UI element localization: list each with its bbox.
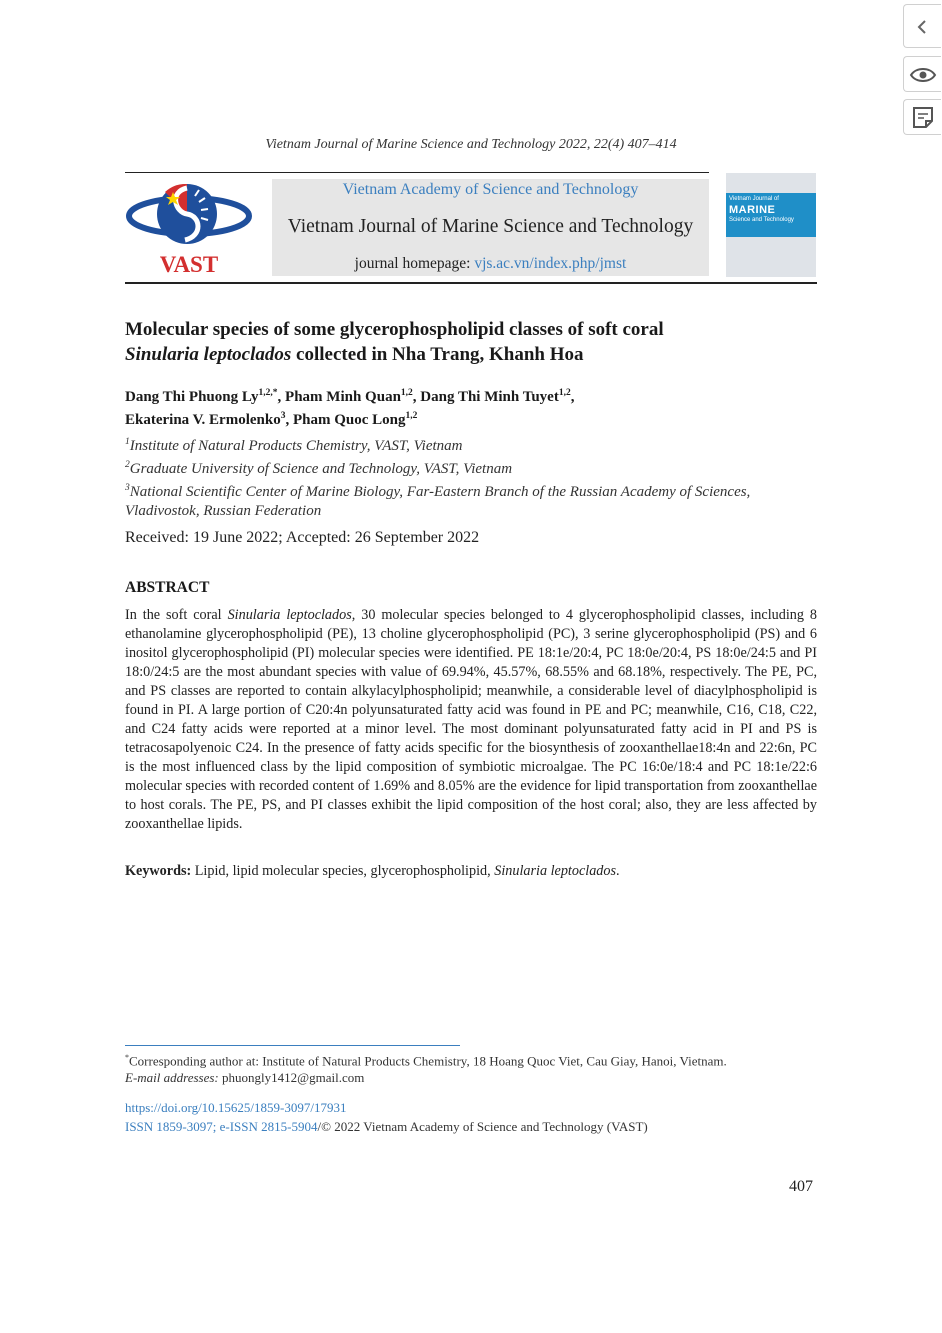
abstract-heading: ABSTRACT xyxy=(125,579,210,596)
author: Pham Minh Quan xyxy=(285,389,401,405)
running-head: Vietnam Journal of Marine Science and Technology 2022, 22(4) 407–414 xyxy=(265,137,677,152)
page-number: 407 xyxy=(789,1178,813,1195)
vast-emblem-icon xyxy=(125,178,255,276)
affiliation-list xyxy=(125,433,825,521)
header-top-rule xyxy=(125,172,709,173)
affiliation: $^2$Graduate University of Science and Technology, VAST, Vietnam xyxy=(125,460,513,477)
author: Dang Thi Phuong Ly xyxy=(125,389,259,405)
eye-icon xyxy=(904,57,942,93)
received-accepted-dates: Received: 19 June 2022; Accepted: 26 September 2022 xyxy=(125,529,480,546)
svg-text:VAST: VAST xyxy=(159,252,219,276)
journal-banner xyxy=(272,179,709,276)
author: Dang Thi Minh Tuyet xyxy=(420,389,559,405)
academy-name: Vietnam Academy of Science and Technology xyxy=(342,181,639,198)
header-bottom-rule xyxy=(125,282,817,284)
affiliation: $^3$National Scientific Center of Marine Biology, Far-Eastern Branch of the Russian Academy of Sciences, Vladivostok, Russian Federation xyxy=(125,483,751,519)
footnote-rule xyxy=(125,1045,460,1046)
view-button[interactable] xyxy=(903,56,941,92)
issn-link[interactable]: ISSN 1859-3097; e-ISSN 2815-5904 xyxy=(125,1119,318,1134)
homepage-link[interactable]: vjs.ac.vn/index.php/jmst xyxy=(474,255,627,272)
email-address: phuongly1412@gmail.com xyxy=(218,1070,365,1086)
affiliation: $^1$Institute of Natural Products Chemistry, VAST, Vietnam xyxy=(125,437,463,454)
journal-cover-thumbnail: Vietnam Journal of MARINE Science and Technology xyxy=(726,173,816,277)
author: Pham Quoc Long xyxy=(292,412,406,428)
journal-homepage: journal homepage: vjs.ac.vn/index.php/jmst xyxy=(354,255,627,272)
note-icon xyxy=(904,100,942,136)
keywords: Keywords: Lipid, lipid molecular species, glycerophospholipid, Sinularia leptoclados. xyxy=(125,863,620,879)
collapse-sidebar-button[interactable] xyxy=(903,4,941,48)
chevron-left-icon xyxy=(904,5,942,49)
abstract-text: In the soft coral Sinularia leptoclados, 30 molecular species belonged to 4 glycerophospholipid classes, including 8 ethanolamine glycerophospholipid (PE), 13 choline glycerophospholipid (PC), 3 serine glycerophospholipid (PS) and 6 inositol glycerophospholipid (PI) molecular species were identified. PE 18:1e/20:4, PC 18:0e/20:4, PS 18:0e/24:5 and PI 18:0/24:5 are the most abundant species with value of 69.94%, 45.57%, 68.55% and 68.18%, respectively. The PE, PC, and PS classes are reported to contain alkylacylphospholipid; meanwhile, a considerable level of diacylphospholipid is found in PI. A large portion of C20:4n polyunsaturated fatty acid was found in PE and PC; meanwhile, C16, C18, C22, and C24 fatty acids were reported at a minor level. The most dominant polyunsaturated fatty acid in PI and PS is tetracosapolyenoic C24. In the presence of fatty acids specific for the biosynthesis of zooxanthellae18:4n and 22:6n, PC is the most influenced class by the lipid composition of symbiotic microalgae. The PC 16:0e/18:4 and PC 18:1e/22:6 molecular species with recorded content of 1.69% and 8.05% are the evidence for lipid transportation from zooxanthellae to host corals. The PE, PS, and PI classes exhibit the lipid composition of the host coral; also, they are less affected by zooxanthellae lipids. xyxy=(125,607,817,832)
notes-button[interactable] xyxy=(903,99,941,135)
paper-title: Molecular species of some glycerophospholipid classes of soft coral Sinularia leptoclados collected in Nha Trang, Khanh Hoa xyxy=(125,319,664,365)
corresponding-author-footnote: *Corresponding author at: Institute of Natural Products Chemistry, 18 Hoang Quoc Viet, Cau Giay, Hanoi, Vietnam. E-mail addresses: phuongly1412@gmail.com xyxy=(125,1053,727,1086)
journal-name: Vietnam Journal of Marine Science and Technology xyxy=(287,216,694,237)
author: Ekaterina V. Ermolenko xyxy=(125,412,281,428)
author-list: Dang Thi Phuong $Ly^{1,2,*}$, Pham Minh Quan$^{1,2}$, Dang Thi Minh Tuyet$^{1,2}$, Ekaterina V. Ermolenko$^3$, Pham Quoc Long$^{1,2}$ xyxy=(125,388,575,428)
issn-line: ISSN 1859-3097; e-ISSN 2815-5904/© 2022 Vietnam Academy of Science and Technology (VAST) xyxy=(125,1119,648,1134)
vast-logo xyxy=(125,178,255,276)
doi-link[interactable]: https://doi.org/10.15625/1859-3097/17931 xyxy=(125,1100,347,1115)
